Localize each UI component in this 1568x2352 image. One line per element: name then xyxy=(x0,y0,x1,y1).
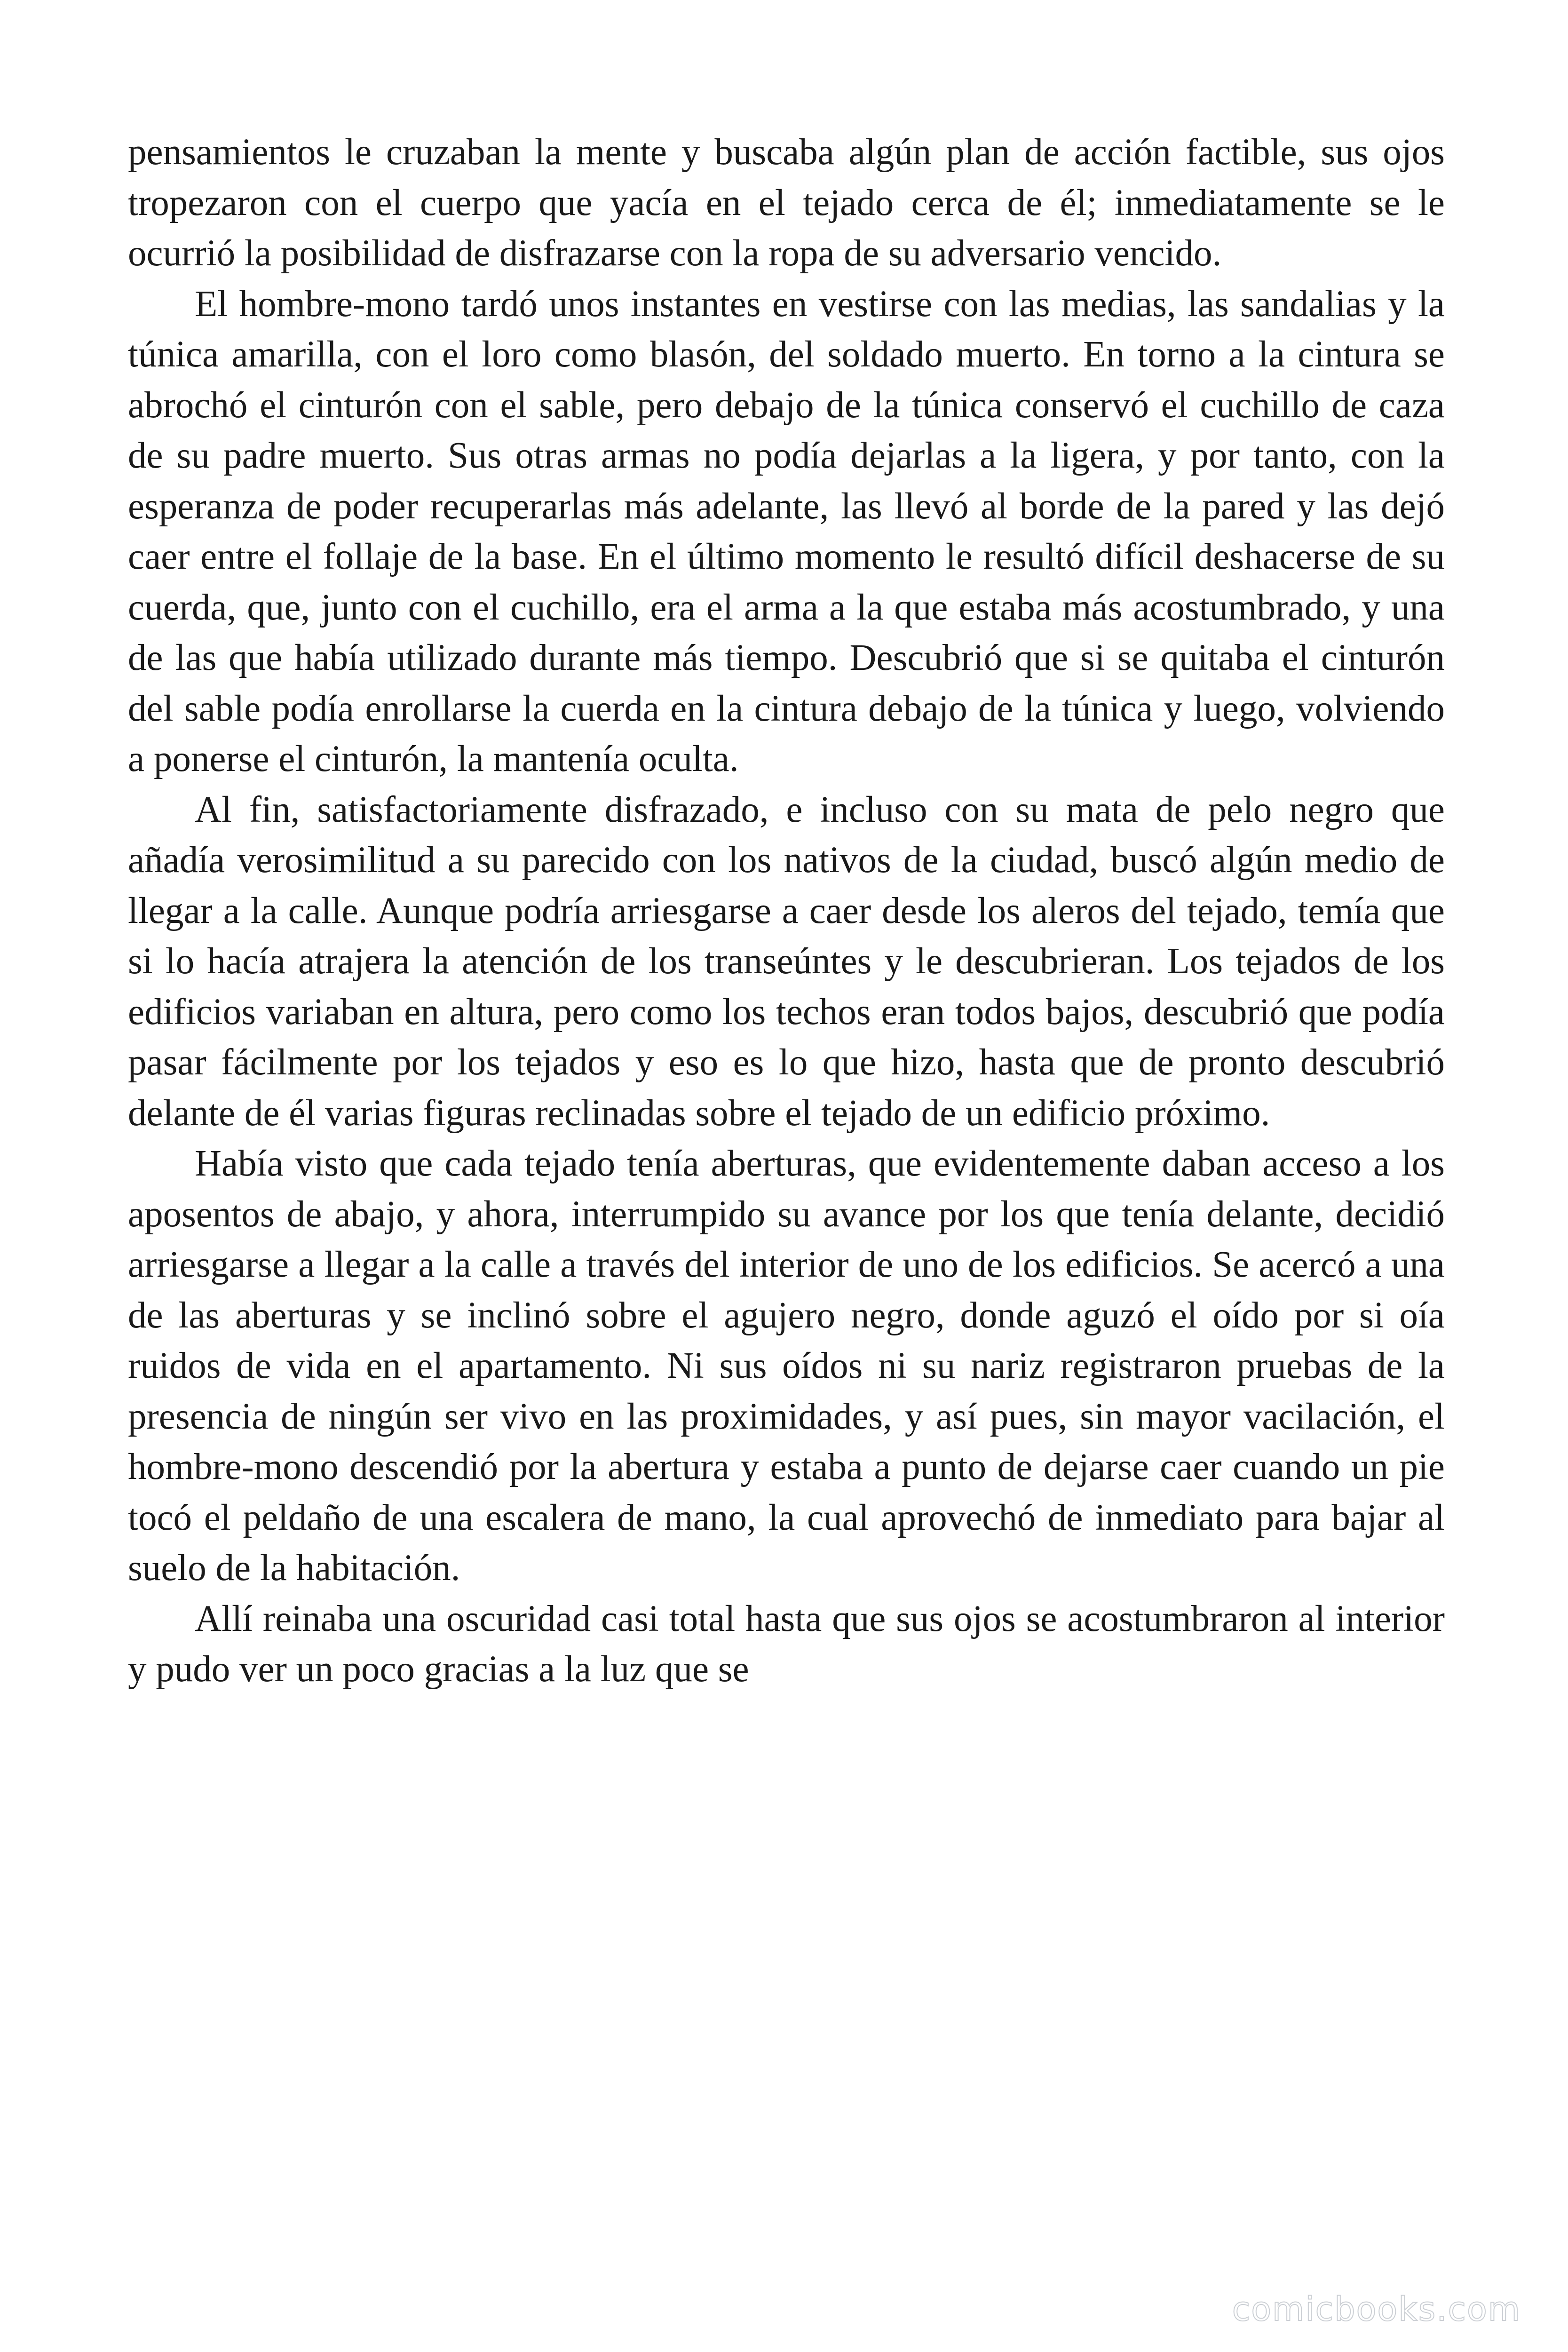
paragraph: pensamientos le cruzaban la mente y buscaba algún plan de acción factible, sus ojos tropezaron con el cuerpo que yacía en el tejado cerca de él; inmediatamente se le ocurrió la posibilidad de disfrazarse con la ropa de su adversario vencido. xyxy=(128,132,1445,274)
watermark: comicbooks.com xyxy=(1232,2290,1521,2328)
paragraph: Había visto que cada tejado tenía aberturas, que evidentemente daban acceso a los aposentos de abajo, y ahora, interrumpido su avance por los que tenía delante, decidió arriesgarse a llegar a la calle a través del interior de uno de los edificios. Se acercó a una de las aberturas y se inclinó sobre el agujero negro, donde aguzó el oído por si oía ruidos de vida en el apartamento. Ni sus oídos ni su nariz registraron pruebas de la presencia de ningún ser vivo en las proximidades, y así pues, sin mayor vacilación, el hombre-mono descendió por la abertura y estaba a punto de dejarse caer cuando un pie tocó el peldaño de una escalera de mano, la cual aprovechó de inmediato para bajar al suelo de la habitación. xyxy=(128,1143,1445,1589)
paragraph: Al fin, satisfactoriamente disfrazado, e incluso con su mata de pelo negro que añadía verosimilitud a su parecido con los nativos de la ciudad, buscó algún medio de llegar a la calle. Aunque podría arriesgarse a caer desde los aleros del tejado, temía que si lo hacía atrajera la atención de los transeúntes y le descubrieran. Los tejados de los edificios variaban en altura, pero como los techos eran todos bajos, descubrió que podía pasar fácilmente por los tejados y eso es lo que hizo, hasta que de pronto descubrió delante de él varias figuras reclinadas sobre el tejado de un edificio próximo. xyxy=(128,789,1445,1134)
paragraph: El hombre-mono tardó unos instantes en vestirse con las medias, las sandalias y la túnica amarilla, con el loro como blasón, del soldado muerto. En torno a la cintura se abrochó el cinturón con el sable, pero debajo de la túnica conservó el cuchillo de caza de su padre muerto. Sus otras armas no podía dejarlas a la ligera, y por tanto, con la esperanza de poder recuperarlas más adelante, las llevó al borde de la pared y las dejó caer entre el follaje de la base. En el último momento le resultó difícil deshacerse de su cuerda, que, junto con el cuchillo, era el arma a la que estaba más acostumbrado, y una de las que había utilizado durante más tiempo. Descubrió que si se quitaba el cinturón del sable podía enrollarse la cuerda en la cintura debajo de la túnica y luego, volviendo a ponerse el cinturón, la mantenía oculta. xyxy=(128,283,1445,779)
paragraph: Allí reinaba una oscuridad casi total hasta que sus ojos se acostumbraron al interior y pudo ver un poco gracias a la luz que se xyxy=(128,1598,1445,1690)
body-text xyxy=(128,127,1445,1695)
